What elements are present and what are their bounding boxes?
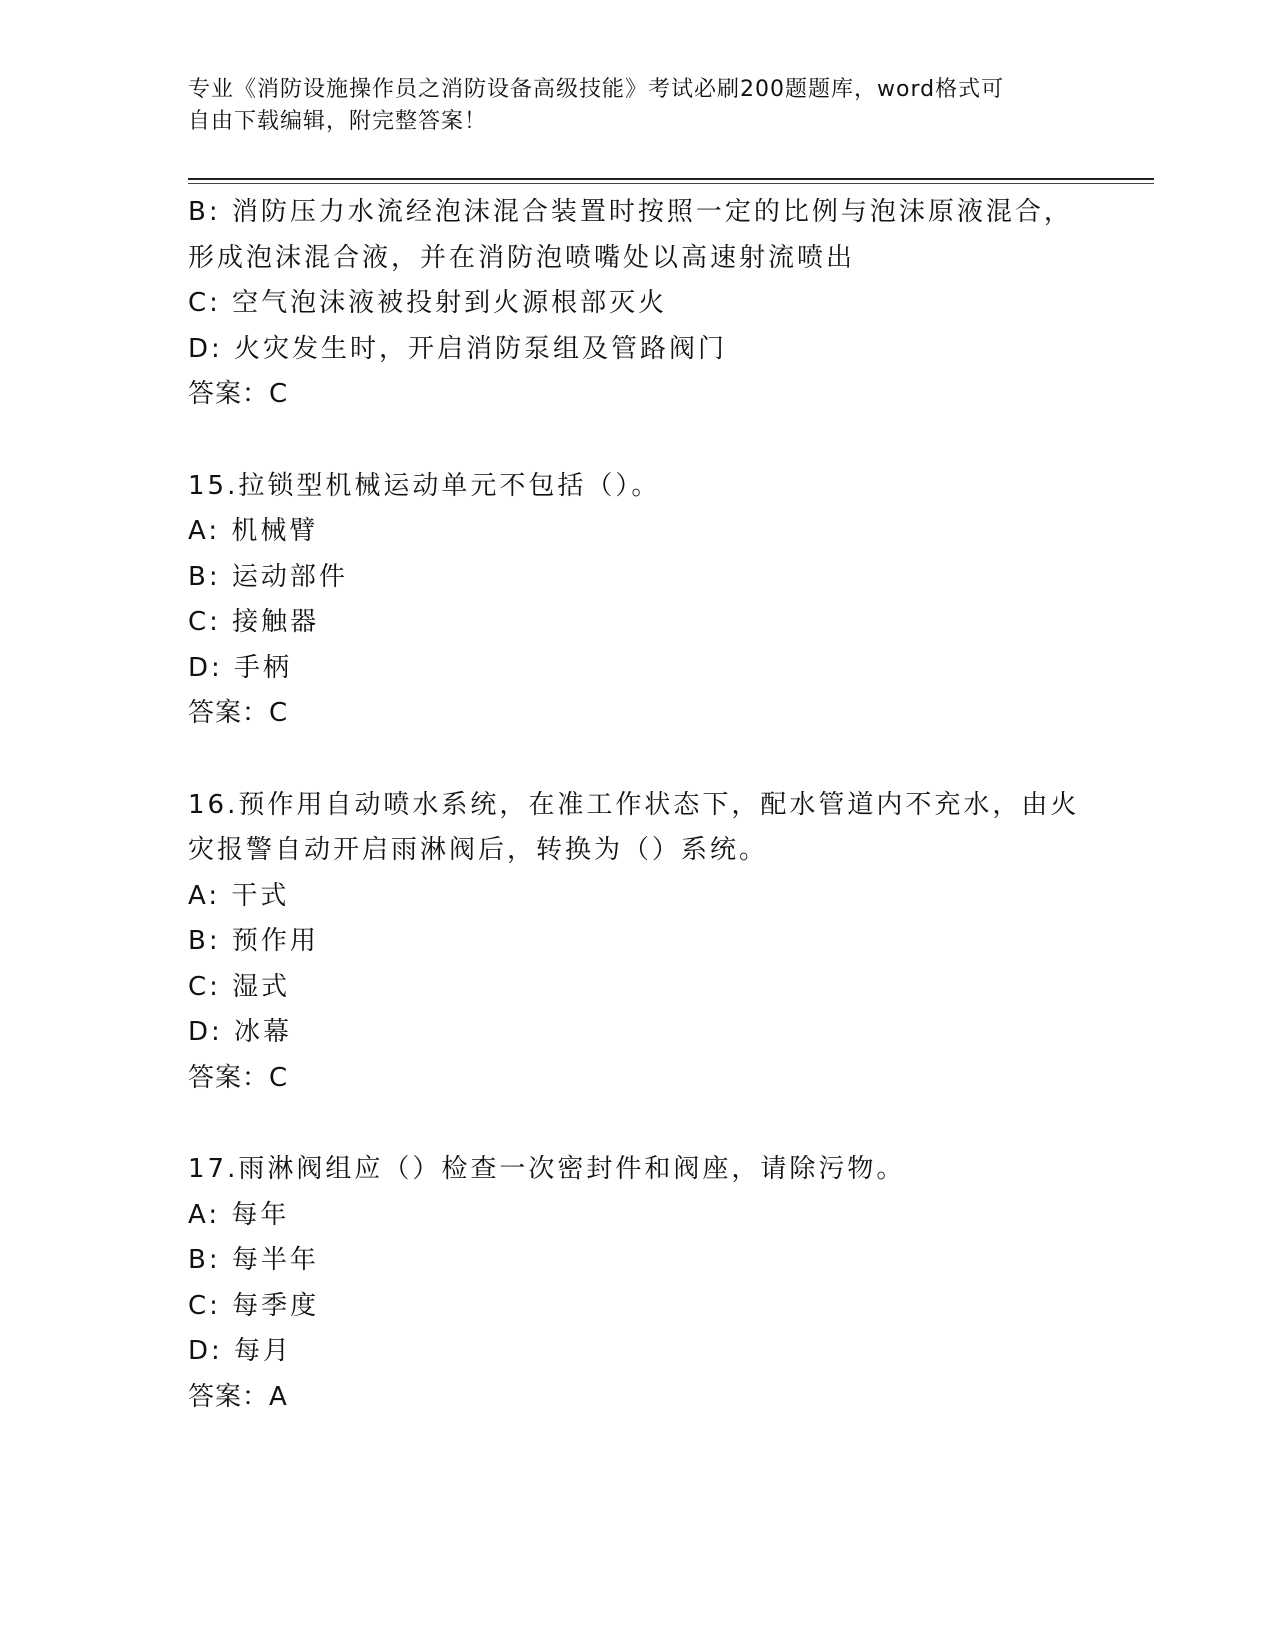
option-d: D: 手柄: [188, 652, 293, 683]
option-c: C: 空气泡沫液被投射到火源根部灭火: [188, 288, 668, 318]
option-a: A: 机械臂: [188, 516, 319, 546]
option-d: D: 火灾发生时，开启消防泵组及管路阀门: [188, 333, 728, 364]
option-b: B: 每半年: [188, 1245, 319, 1275]
question-17-block: [188, 1147, 1088, 1420]
option-d: D: 冰幕: [188, 1017, 293, 1047]
option-b: B: 运动部件: [188, 561, 348, 592]
spacer: [188, 737, 1088, 783]
option-c: C: 湿式: [188, 971, 291, 1002]
answer: 答案：C: [188, 1062, 289, 1093]
option-b: B: 预作用: [188, 926, 319, 956]
question-text: 15.拉锁型机械运动单元不包括（）。: [188, 470, 661, 501]
question-16-block: [188, 783, 1088, 1102]
option-a: A: 每年: [188, 1199, 290, 1230]
question-text: 16.预作用自动喷水系统，在准工作状态下，配水管道内不充水，由火: [188, 789, 1080, 820]
question-14-block: [188, 190, 1088, 418]
answer: 答案：C: [188, 698, 289, 728]
option-c: C: 每季度: [188, 1290, 320, 1321]
header-line-2: 自由下载编辑，附完整答案！: [188, 109, 488, 134]
spacer: [188, 1101, 1088, 1147]
option-b-continued: 形成泡沫混合液，并在消防泡喷嘴处以高速射流喷出: [188, 242, 856, 273]
option-b: B: 消防压力水流经泡沫混合装置时按照一定的比例与泡沫原液混合，: [188, 197, 1073, 227]
answer: 答案：A: [188, 1381, 288, 1412]
answer: 答案：C: [188, 379, 289, 409]
header-divider-thin: [188, 183, 1154, 184]
question-text-continued: 灾报警自动开启雨淋阀后，转换为（）系统。: [188, 835, 769, 865]
question-15-block: [188, 464, 1088, 737]
question-text: 17.雨淋阀组应（）检查一次密封件和阀座，请除污物。: [188, 1154, 906, 1184]
header-line-1: 专业《消防设施操作员之消防设备高级技能》考试必刷200题题库，word格式可: [188, 77, 1005, 102]
header-divider-thick: [188, 178, 1154, 180]
question-list: [188, 190, 1088, 1420]
option-c: C: 接触器: [188, 607, 320, 637]
option-a: A: 干式: [188, 880, 290, 911]
spacer: [188, 418, 1088, 464]
option-d: D: 每月: [188, 1336, 293, 1366]
document-header: [188, 74, 1068, 138]
